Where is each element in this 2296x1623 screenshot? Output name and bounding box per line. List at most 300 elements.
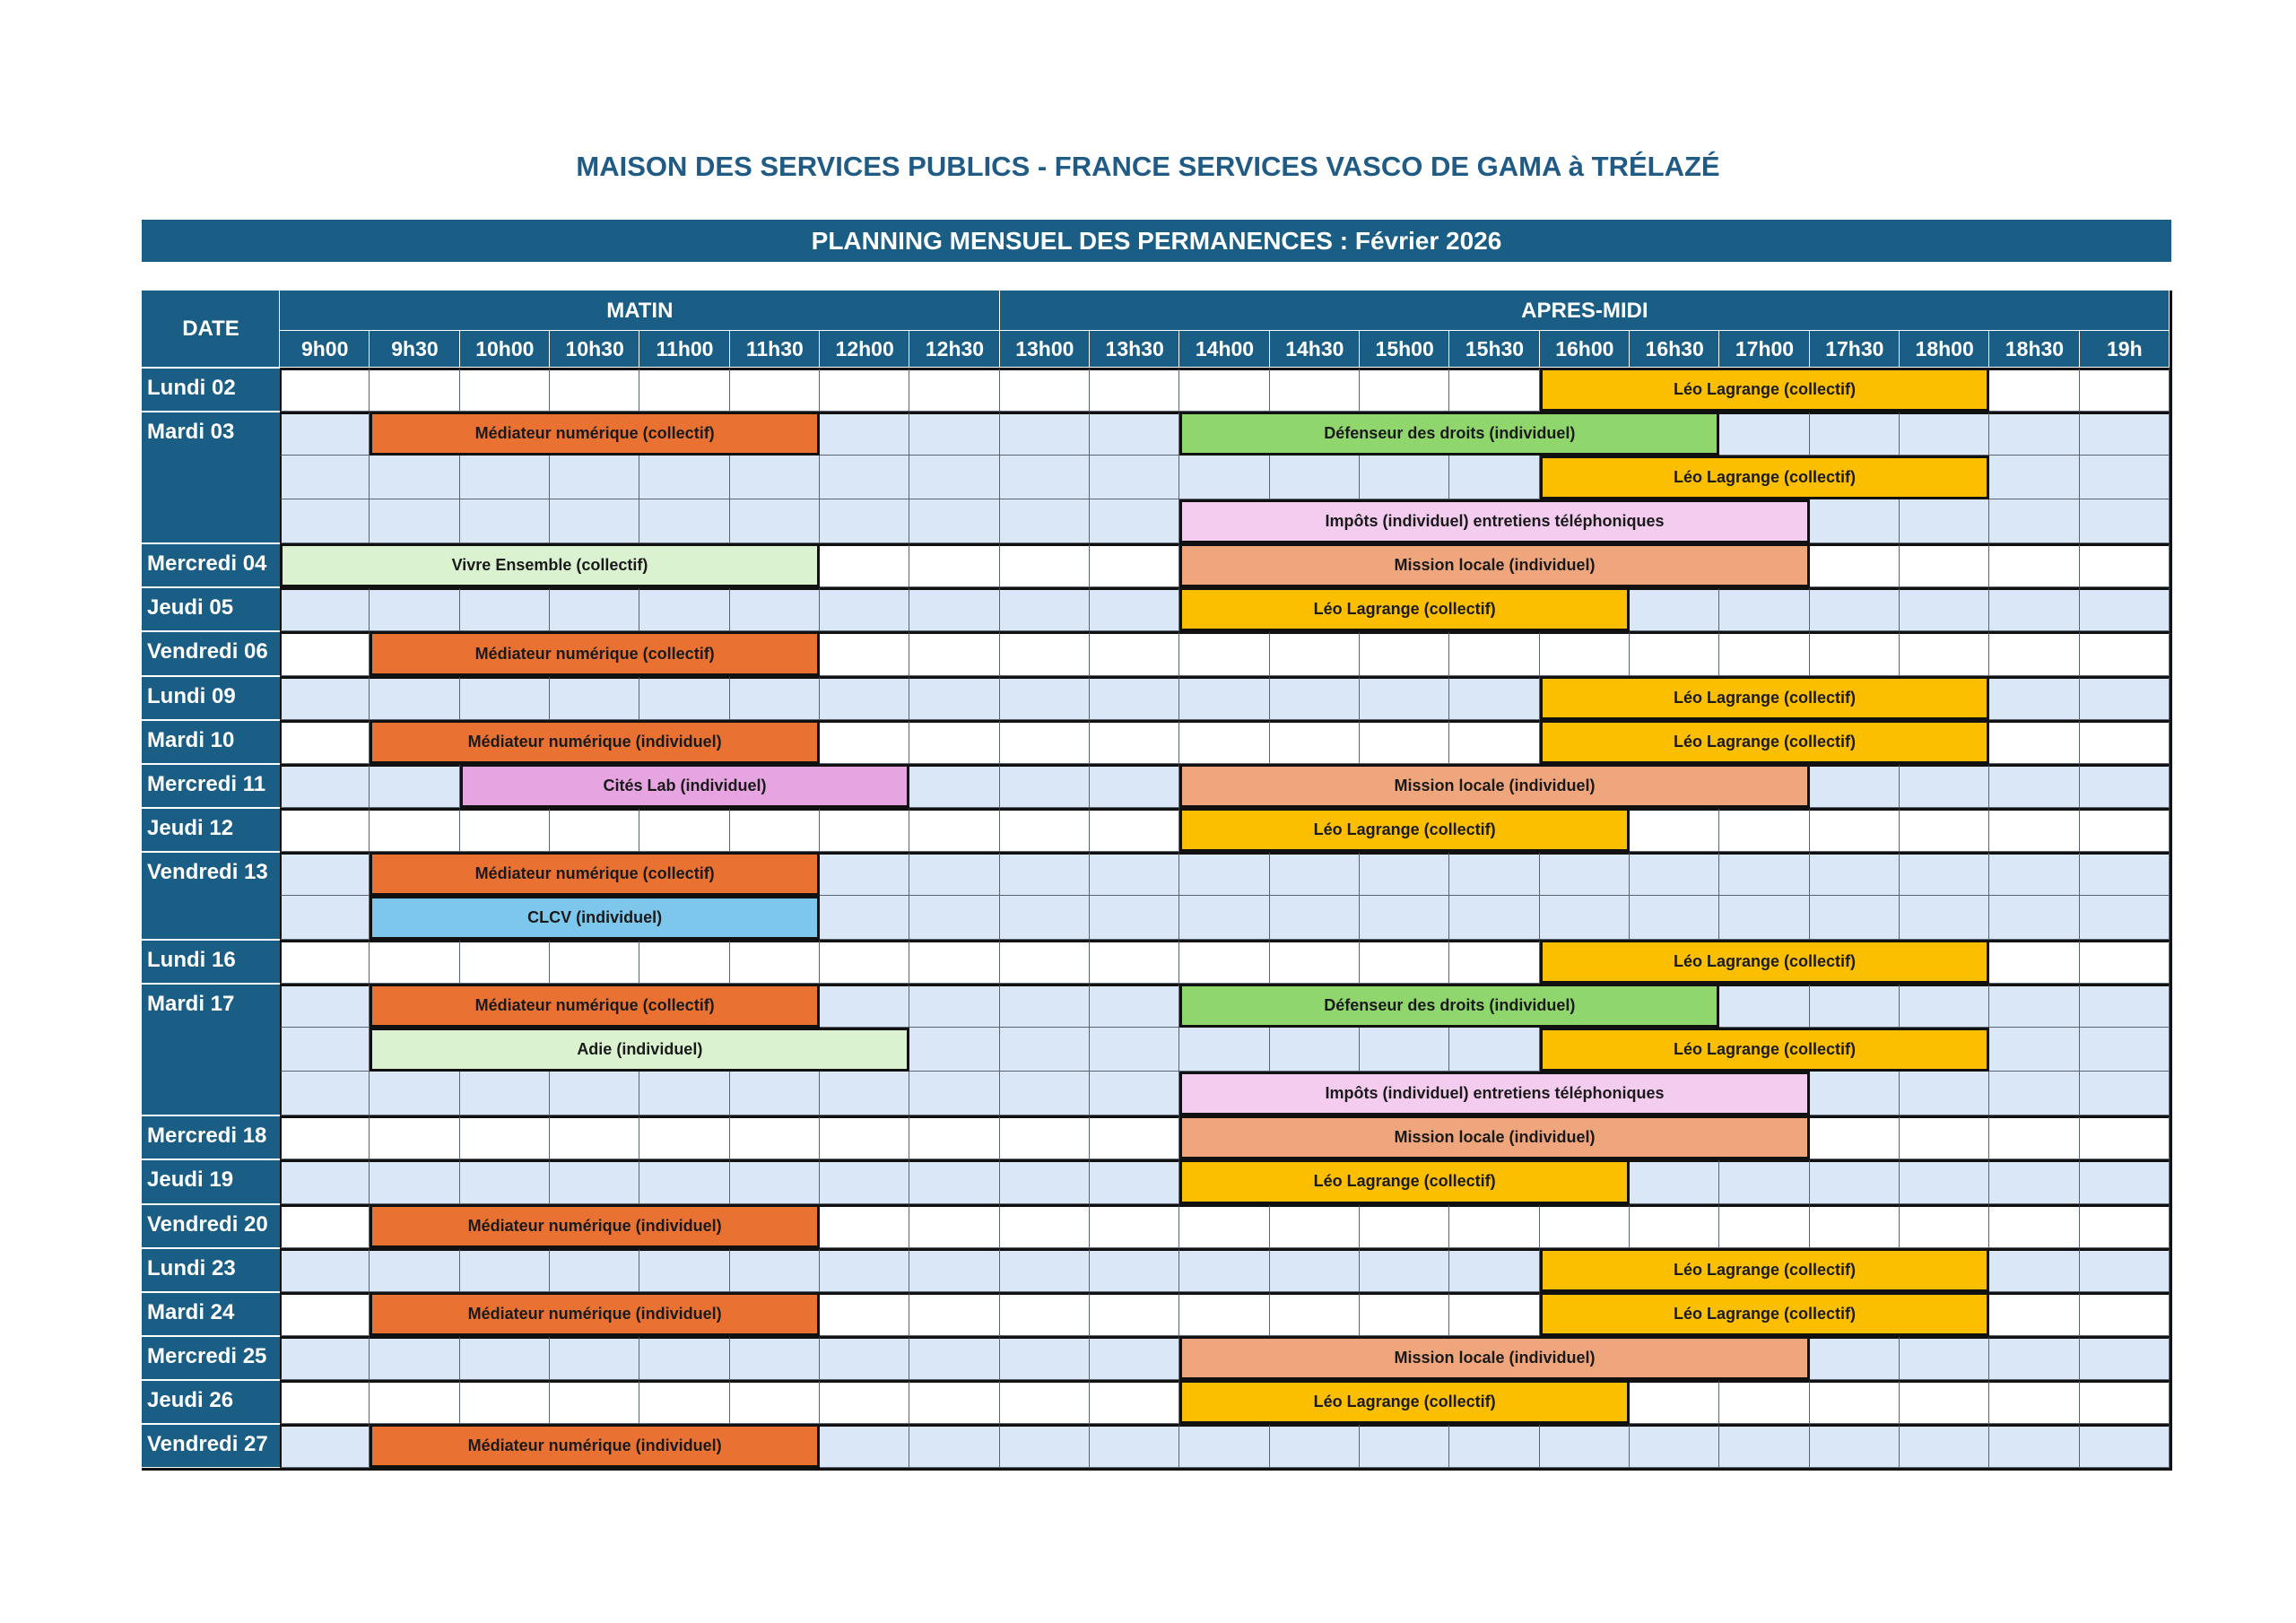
slot-cell[interactable] [639, 1336, 729, 1380]
slot-cell[interactable] [909, 1292, 999, 1336]
slot-cell[interactable] [1000, 1424, 1090, 1468]
slot-cell[interactable] [909, 720, 999, 764]
slot-cell[interactable] [1719, 631, 1809, 675]
slot-cell[interactable] [280, 1115, 370, 1159]
slot-cell[interactable] [909, 852, 999, 896]
slot-cell[interactable] [1360, 1204, 1449, 1248]
slot-cell[interactable] [820, 456, 909, 499]
slot-cell[interactable] [280, 1336, 370, 1380]
slot-cell[interactable] [1179, 940, 1269, 984]
slot-cell[interactable] [730, 368, 820, 412]
slot-cell[interactable] [639, 456, 729, 499]
permanence-defenseur[interactable]: Défenseur des droits (individuel) [1179, 984, 1719, 1028]
slot-cell[interactable] [1090, 1380, 1179, 1424]
slot-cell[interactable] [280, 984, 370, 1028]
slot-cell[interactable] [280, 808, 370, 852]
slot-cell[interactable] [370, 1072, 459, 1115]
slot-cell[interactable] [1360, 1248, 1449, 1292]
slot-cell[interactable] [1000, 587, 1090, 631]
slot-cell[interactable] [1000, 1292, 1090, 1336]
permanence-leo[interactable]: Léo Lagrange (collectif) [1540, 720, 1990, 764]
slot-cell[interactable] [2080, 543, 2170, 587]
slot-cell[interactable] [909, 1248, 999, 1292]
permanence-mission[interactable]: Mission locale (individuel) [1179, 764, 1809, 808]
slot-cell[interactable] [550, 1159, 639, 1203]
slot-cell[interactable] [730, 1159, 820, 1203]
slot-cell[interactable] [1090, 1292, 1179, 1336]
slot-cell[interactable] [550, 1248, 639, 1292]
slot-cell[interactable] [2080, 1336, 2170, 1380]
slot-cell[interactable] [1000, 896, 1090, 940]
slot-cell[interactable] [370, 1159, 459, 1203]
permanence-defenseur[interactable]: Défenseur des droits (individuel) [1179, 412, 1719, 456]
slot-cell[interactable] [1810, 764, 1900, 808]
slot-cell[interactable] [460, 1072, 550, 1115]
slot-cell[interactable] [1810, 1159, 1900, 1203]
slot-cell[interactable] [1270, 852, 1360, 896]
slot-cell[interactable] [909, 1115, 999, 1159]
slot-cell[interactable] [1360, 720, 1449, 764]
slot-cell[interactable] [730, 1115, 820, 1159]
slot-cell[interactable] [1090, 543, 1179, 587]
slot-cell[interactable] [1989, 1115, 2079, 1159]
slot-cell[interactable] [550, 1336, 639, 1380]
slot-cell[interactable] [1090, 1072, 1179, 1115]
slot-cell[interactable] [460, 1380, 550, 1424]
slot-cell[interactable] [909, 808, 999, 852]
slot-cell[interactable] [1449, 631, 1539, 675]
slot-cell[interactable] [730, 587, 820, 631]
slot-cell[interactable] [1270, 676, 1360, 720]
slot-cell[interactable] [1719, 896, 1809, 940]
slot-cell[interactable] [639, 1115, 729, 1159]
slot-cell[interactable] [1179, 1204, 1269, 1248]
slot-cell[interactable] [2080, 631, 2170, 675]
slot-cell[interactable] [460, 368, 550, 412]
slot-cell[interactable] [1179, 1424, 1269, 1468]
permanence-leo[interactable]: Léo Lagrange (collectif) [1540, 1028, 1990, 1072]
slot-cell[interactable] [2080, 1204, 2170, 1248]
slot-cell[interactable] [2080, 896, 2170, 940]
slot-cell[interactable] [1090, 412, 1179, 456]
slot-cell[interactable] [639, 808, 729, 852]
slot-cell[interactable] [1270, 631, 1360, 675]
slot-cell[interactable] [1900, 499, 1989, 543]
slot-cell[interactable] [1630, 852, 1719, 896]
slot-cell[interactable] [1000, 1336, 1090, 1380]
slot-cell[interactable] [1000, 852, 1090, 896]
slot-cell[interactable] [820, 676, 909, 720]
slot-cell[interactable] [460, 1159, 550, 1203]
slot-cell[interactable] [909, 631, 999, 675]
slot-cell[interactable] [820, 1336, 909, 1380]
permanence-mediateur[interactable]: Médiateur numérique (collectif) [370, 412, 820, 456]
slot-cell[interactable] [909, 1380, 999, 1424]
slot-cell[interactable] [370, 1248, 459, 1292]
slot-cell[interactable] [1989, 456, 2079, 499]
slot-cell[interactable] [2080, 587, 2170, 631]
slot-cell[interactable] [280, 764, 370, 808]
slot-cell[interactable] [820, 984, 909, 1028]
slot-cell[interactable] [1989, 852, 2079, 896]
slot-cell[interactable] [1360, 896, 1449, 940]
permanence-mediateur[interactable]: Médiateur numérique (collectif) [370, 631, 820, 675]
slot-cell[interactable] [1360, 1028, 1449, 1072]
permanence-mission[interactable]: Mission locale (individuel) [1179, 1336, 1809, 1380]
slot-cell[interactable] [2080, 499, 2170, 543]
slot-cell[interactable] [280, 1292, 370, 1336]
slot-cell[interactable] [1810, 1336, 1900, 1380]
permanence-mediateur[interactable]: Médiateur numérique (individuel) [370, 1424, 820, 1468]
slot-cell[interactable] [909, 543, 999, 587]
slot-cell[interactable] [1000, 808, 1090, 852]
slot-cell[interactable] [280, 368, 370, 412]
slot-cell[interactable] [1540, 631, 1630, 675]
slot-cell[interactable] [370, 764, 459, 808]
slot-cell[interactable] [1810, 1204, 1900, 1248]
slot-cell[interactable] [1000, 412, 1090, 456]
slot-cell[interactable] [550, 1115, 639, 1159]
slot-cell[interactable] [1179, 368, 1269, 412]
slot-cell[interactable] [1000, 984, 1090, 1028]
slot-cell[interactable] [639, 368, 729, 412]
slot-cell[interactable] [730, 676, 820, 720]
slot-cell[interactable] [2080, 764, 2170, 808]
slot-cell[interactable] [1719, 412, 1809, 456]
slot-cell[interactable] [820, 720, 909, 764]
slot-cell[interactable] [1630, 1204, 1719, 1248]
slot-cell[interactable] [639, 940, 729, 984]
slot-cell[interactable] [1719, 1204, 1809, 1248]
slot-cell[interactable] [1989, 940, 2079, 984]
slot-cell[interactable] [1449, 456, 1539, 499]
slot-cell[interactable] [460, 676, 550, 720]
slot-cell[interactable] [1090, 587, 1179, 631]
slot-cell[interactable] [1090, 896, 1179, 940]
slot-cell[interactable] [820, 1115, 909, 1159]
slot-cell[interactable] [280, 676, 370, 720]
slot-cell[interactable] [1449, 368, 1539, 412]
slot-cell[interactable] [2080, 940, 2170, 984]
slot-cell[interactable] [2080, 1292, 2170, 1336]
slot-cell[interactable] [1719, 1159, 1809, 1203]
slot-cell[interactable] [1900, 1380, 1989, 1424]
slot-cell[interactable] [1270, 1248, 1360, 1292]
slot-cell[interactable] [1900, 587, 1989, 631]
slot-cell[interactable] [1270, 456, 1360, 499]
slot-cell[interactable] [1989, 764, 2079, 808]
slot-cell[interactable] [730, 940, 820, 984]
slot-cell[interactable] [1449, 676, 1539, 720]
slot-cell[interactable] [1630, 1424, 1719, 1468]
slot-cell[interactable] [280, 1248, 370, 1292]
slot-cell[interactable] [370, 940, 459, 984]
slot-cell[interactable] [1810, 1072, 1900, 1115]
slot-cell[interactable] [1719, 1424, 1809, 1468]
slot-cell[interactable] [550, 940, 639, 984]
permanence-mission[interactable]: Mission locale (individuel) [1179, 543, 1809, 587]
slot-cell[interactable] [1000, 764, 1090, 808]
slot-cell[interactable] [1449, 1028, 1539, 1072]
slot-cell[interactable] [2080, 984, 2170, 1028]
slot-cell[interactable] [909, 676, 999, 720]
slot-cell[interactable] [280, 1424, 370, 1468]
slot-cell[interactable] [820, 631, 909, 675]
slot-cell[interactable] [370, 368, 459, 412]
slot-cell[interactable] [280, 1028, 370, 1072]
slot-cell[interactable] [909, 412, 999, 456]
slot-cell[interactable] [280, 852, 370, 896]
slot-cell[interactable] [1090, 808, 1179, 852]
slot-cell[interactable] [1270, 940, 1360, 984]
slot-cell[interactable] [1449, 852, 1539, 896]
permanence-leo[interactable]: Léo Lagrange (collectif) [1179, 1159, 1630, 1203]
slot-cell[interactable] [1630, 808, 1719, 852]
permanence-leo[interactable]: Léo Lagrange (collectif) [1540, 456, 1990, 499]
slot-cell[interactable] [370, 676, 459, 720]
slot-cell[interactable] [1449, 1204, 1539, 1248]
slot-cell[interactable] [1270, 1292, 1360, 1336]
slot-cell[interactable] [460, 499, 550, 543]
permanence-mediateur[interactable]: Médiateur numérique (collectif) [370, 984, 820, 1028]
slot-cell[interactable] [1000, 940, 1090, 984]
slot-cell[interactable] [1989, 499, 2079, 543]
slot-cell[interactable] [1989, 1424, 2079, 1468]
slot-cell[interactable] [820, 499, 909, 543]
slot-cell[interactable] [820, 896, 909, 940]
slot-cell[interactable] [1000, 456, 1090, 499]
slot-cell[interactable] [2080, 368, 2170, 412]
slot-cell[interactable] [2080, 676, 2170, 720]
slot-cell[interactable] [2080, 412, 2170, 456]
slot-cell[interactable] [370, 1380, 459, 1424]
slot-cell[interactable] [1179, 720, 1269, 764]
slot-cell[interactable] [639, 1159, 729, 1203]
slot-cell[interactable] [370, 499, 459, 543]
slot-cell[interactable] [1090, 940, 1179, 984]
permanence-mediateur[interactable]: Médiateur numérique (individuel) [370, 720, 820, 764]
slot-cell[interactable] [1360, 676, 1449, 720]
slot-cell[interactable] [730, 1072, 820, 1115]
slot-cell[interactable] [1989, 1028, 2079, 1072]
slot-cell[interactable] [909, 587, 999, 631]
slot-cell[interactable] [1630, 1380, 1719, 1424]
slot-cell[interactable] [820, 368, 909, 412]
slot-cell[interactable] [1810, 1380, 1900, 1424]
slot-cell[interactable] [1360, 940, 1449, 984]
permanence-leo[interactable]: Léo Lagrange (collectif) [1540, 1248, 1990, 1292]
slot-cell[interactable] [1090, 984, 1179, 1028]
permanence-leo[interactable]: Léo Lagrange (collectif) [1540, 1292, 1990, 1336]
slot-cell[interactable] [909, 456, 999, 499]
slot-cell[interactable] [1810, 852, 1900, 896]
slot-cell[interactable] [1449, 1248, 1539, 1292]
slot-cell[interactable] [1540, 896, 1630, 940]
slot-cell[interactable] [1810, 499, 1900, 543]
slot-cell[interactable] [2080, 1248, 2170, 1292]
slot-cell[interactable] [280, 720, 370, 764]
slot-cell[interactable] [730, 808, 820, 852]
slot-cell[interactable] [1000, 720, 1090, 764]
slot-cell[interactable] [820, 1204, 909, 1248]
slot-cell[interactable] [820, 543, 909, 587]
slot-cell[interactable] [1810, 631, 1900, 675]
permanence-cites[interactable]: Cités Lab (individuel) [460, 764, 910, 808]
slot-cell[interactable] [1090, 676, 1179, 720]
slot-cell[interactable] [1719, 1380, 1809, 1424]
slot-cell[interactable] [280, 1380, 370, 1424]
slot-cell[interactable] [1179, 852, 1269, 896]
slot-cell[interactable] [1179, 676, 1269, 720]
slot-cell[interactable] [1360, 1424, 1449, 1468]
permanence-leo[interactable]: Léo Lagrange (collectif) [1540, 940, 1990, 984]
slot-cell[interactable] [1989, 1248, 2079, 1292]
slot-cell[interactable] [1989, 896, 2079, 940]
slot-cell[interactable] [2080, 720, 2170, 764]
slot-cell[interactable] [1090, 1028, 1179, 1072]
slot-cell[interactable] [2080, 1072, 2170, 1115]
slot-cell[interactable] [1810, 543, 1900, 587]
slot-cell[interactable] [1989, 368, 2079, 412]
slot-cell[interactable] [2080, 456, 2170, 499]
slot-cell[interactable] [1000, 499, 1090, 543]
slot-cell[interactable] [460, 808, 550, 852]
slot-cell[interactable] [1810, 984, 1900, 1028]
slot-cell[interactable] [909, 764, 999, 808]
slot-cell[interactable] [730, 1336, 820, 1380]
slot-cell[interactable] [1270, 1028, 1360, 1072]
slot-cell[interactable] [280, 940, 370, 984]
slot-cell[interactable] [820, 1072, 909, 1115]
slot-cell[interactable] [280, 1159, 370, 1203]
slot-cell[interactable] [1090, 1424, 1179, 1468]
slot-cell[interactable] [1270, 720, 1360, 764]
slot-cell[interactable] [1090, 631, 1179, 675]
slot-cell[interactable] [1810, 896, 1900, 940]
slot-cell[interactable] [820, 808, 909, 852]
slot-cell[interactable] [460, 1336, 550, 1380]
slot-cell[interactable] [1090, 1159, 1179, 1203]
slot-cell[interactable] [730, 1248, 820, 1292]
slot-cell[interactable] [909, 984, 999, 1028]
slot-cell[interactable] [460, 456, 550, 499]
slot-cell[interactable] [460, 1248, 550, 1292]
slot-cell[interactable] [909, 896, 999, 940]
slot-cell[interactable] [1900, 543, 1989, 587]
slot-cell[interactable] [1000, 1072, 1090, 1115]
slot-cell[interactable] [1989, 1336, 2079, 1380]
slot-cell[interactable] [280, 587, 370, 631]
slot-cell[interactable] [1360, 852, 1449, 896]
slot-cell[interactable] [1540, 1204, 1630, 1248]
slot-cell[interactable] [909, 1424, 999, 1468]
slot-cell[interactable] [1179, 896, 1269, 940]
slot-cell[interactable] [820, 1380, 909, 1424]
slot-cell[interactable] [1179, 1248, 1269, 1292]
slot-cell[interactable] [909, 1204, 999, 1248]
slot-cell[interactable] [1630, 896, 1719, 940]
slot-cell[interactable] [639, 1072, 729, 1115]
slot-cell[interactable] [820, 1248, 909, 1292]
slot-cell[interactable] [550, 368, 639, 412]
slot-cell[interactable] [820, 1424, 909, 1468]
slot-cell[interactable] [280, 896, 370, 940]
slot-cell[interactable] [1360, 456, 1449, 499]
slot-cell[interactable] [1000, 1028, 1090, 1072]
slot-cell[interactable] [460, 587, 550, 631]
permanence-leo[interactable]: Léo Lagrange (collectif) [1179, 1380, 1630, 1424]
slot-cell[interactable] [280, 1072, 370, 1115]
permanence-mediateur[interactable]: Médiateur numérique (individuel) [370, 1204, 820, 1248]
slot-cell[interactable] [1360, 368, 1449, 412]
slot-cell[interactable] [370, 1336, 459, 1380]
slot-cell[interactable] [1090, 720, 1179, 764]
slot-cell[interactable] [1090, 499, 1179, 543]
slot-cell[interactable] [1719, 587, 1809, 631]
slot-cell[interactable] [1090, 456, 1179, 499]
permanence-mediateur[interactable]: Médiateur numérique (individuel) [370, 1292, 820, 1336]
slot-cell[interactable] [1449, 1424, 1539, 1468]
slot-cell[interactable] [2080, 852, 2170, 896]
slot-cell[interactable] [1000, 1115, 1090, 1159]
slot-cell[interactable] [280, 631, 370, 675]
slot-cell[interactable] [280, 1204, 370, 1248]
slot-cell[interactable] [1989, 808, 2079, 852]
slot-cell[interactable] [1719, 852, 1809, 896]
slot-cell[interactable] [1989, 412, 2079, 456]
permanence-leo[interactable]: Léo Lagrange (collectif) [1540, 368, 1990, 412]
slot-cell[interactable] [550, 587, 639, 631]
slot-cell[interactable] [1989, 1159, 2079, 1203]
slot-cell[interactable] [1719, 808, 1809, 852]
slot-cell[interactable] [1090, 368, 1179, 412]
permanence-impots[interactable]: Impôts (individuel) entretiens téléphoniques [1179, 499, 1809, 543]
slot-cell[interactable] [1900, 852, 1989, 896]
slot-cell[interactable] [730, 499, 820, 543]
slot-cell[interactable] [1900, 1204, 1989, 1248]
slot-cell[interactable] [1090, 1336, 1179, 1380]
slot-cell[interactable] [1090, 852, 1179, 896]
slot-cell[interactable] [820, 1292, 909, 1336]
slot-cell[interactable] [370, 587, 459, 631]
slot-cell[interactable] [1900, 1159, 1989, 1203]
slot-cell[interactable] [2080, 808, 2170, 852]
slot-cell[interactable] [550, 1072, 639, 1115]
slot-cell[interactable] [1989, 587, 2079, 631]
slot-cell[interactable] [1989, 631, 2079, 675]
slot-cell[interactable] [1449, 1292, 1539, 1336]
slot-cell[interactable] [1630, 631, 1719, 675]
permanence-leo[interactable]: Léo Lagrange (collectif) [1540, 676, 1990, 720]
slot-cell[interactable] [909, 1159, 999, 1203]
slot-cell[interactable] [460, 1115, 550, 1159]
slot-cell[interactable] [1000, 676, 1090, 720]
slot-cell[interactable] [1989, 1072, 2079, 1115]
slot-cell[interactable] [370, 808, 459, 852]
slot-cell[interactable] [550, 456, 639, 499]
slot-cell[interactable] [1179, 456, 1269, 499]
slot-cell[interactable] [1630, 587, 1719, 631]
permanence-leo[interactable]: Léo Lagrange (collectif) [1179, 808, 1630, 852]
slot-cell[interactable] [1540, 1424, 1630, 1468]
permanence-clcv[interactable]: CLCV (individuel) [370, 896, 820, 940]
slot-cell[interactable] [1900, 412, 1989, 456]
slot-cell[interactable] [370, 1115, 459, 1159]
slot-cell[interactable] [1900, 1115, 1989, 1159]
slot-cell[interactable] [820, 940, 909, 984]
slot-cell[interactable] [1989, 1204, 2079, 1248]
slot-cell[interactable] [639, 499, 729, 543]
